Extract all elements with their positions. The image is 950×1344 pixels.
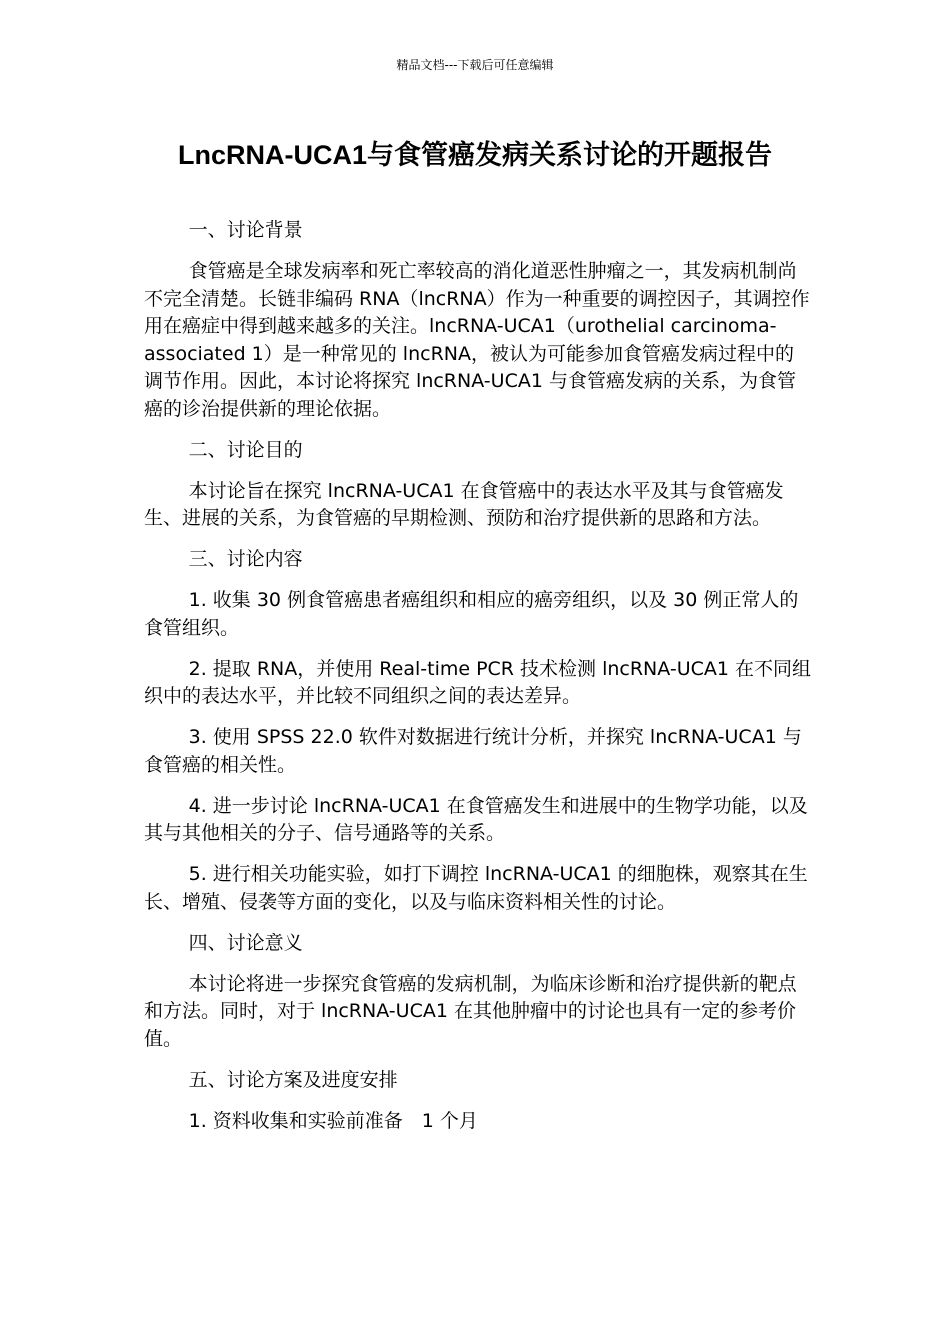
list-item-content-5: 5. 进行相关功能实验，如打下调控 lncRNA-UCA1 的细胞株，观察其在生长、增殖、侵袭等方面的变化，以及与临床资料相关性的讨论。	[144, 863, 808, 913]
paragraph-purpose: 本讨论旨在探究 lncRNA-UCA1 在食管癌中的表达水平及其与食管癌发生、进展的关系，为食管癌的早期检测、预防和治疗提供新的思路和方法。	[144, 479, 784, 529]
section-heading-plan: 五、讨论方案及进度安排	[188, 1068, 398, 1091]
section-heading-significance: 四、讨论意义	[188, 931, 303, 954]
document-title: LncRNA-UCA1与食管癌发病关系讨论的开题报告	[178, 140, 772, 170]
page-header: 精品文档---下载后可任意编辑	[396, 58, 554, 72]
section-heading-content: 三、讨论内容	[188, 548, 303, 570]
list-item-content-3: 3. 使用 SPSS 22.0 软件对数据进行统计分析，并探究 lncRNA-UCA1 与食管癌的相关性。	[144, 726, 802, 776]
list-item-plan-1: 1. 资料收集和实验前准备 1 个月	[188, 1109, 478, 1132]
section-heading-purpose: 二、讨论目的	[188, 438, 303, 461]
section-heading-background: 一、讨论背景	[188, 219, 303, 241]
document-body	[144, 217, 812, 1149]
list-item-content-2: 2. 提取 RNA，并使用 Real-time PCR 技术检测 lncRNA-UCA1 在不同组织中的表达水平，并比较不同组织之间的表达差异。	[144, 657, 812, 707]
list-item-content-4: 4. 进一步讨论 lncRNA-UCA1 在食管癌发生和进展中的生物学功能，以及其与其他相关的分子、信号通路等的关系。	[144, 794, 808, 844]
paragraph-significance: 本讨论将进一步探究食管癌的发病机制，为临床诊断和治疗提供新的靶点和方法。同时，对于 lncRNA-UCA1 在其他肿瘤中的讨论也具有一定的参考价值。	[144, 972, 797, 1050]
paragraph-background: 食管癌是全球发病率和死亡率较高的消化道恶性肿瘤之一，其发病机制尚不完全清楚。长链非编码 RNA（lncRNA）作为一种重要的调控因子，其调控作用在癌症中得到越来越多的关注。lncRNA-UCA1（urothelial carcinoma-associated 1）是一种常见的 lncRNA，被认为可能参加食管癌发病过程中的调节作用。因此，本讨论将探究 lncRNA-UCA1 与食管癌发病的关系，为食管癌的诊治提供新的理论依据。	[144, 260, 810, 420]
list-item-content-1: 1. 收集 30 例食管癌患者癌组织和相应的癌旁组织，以及 30 例正常人的食管组织。	[144, 589, 799, 639]
